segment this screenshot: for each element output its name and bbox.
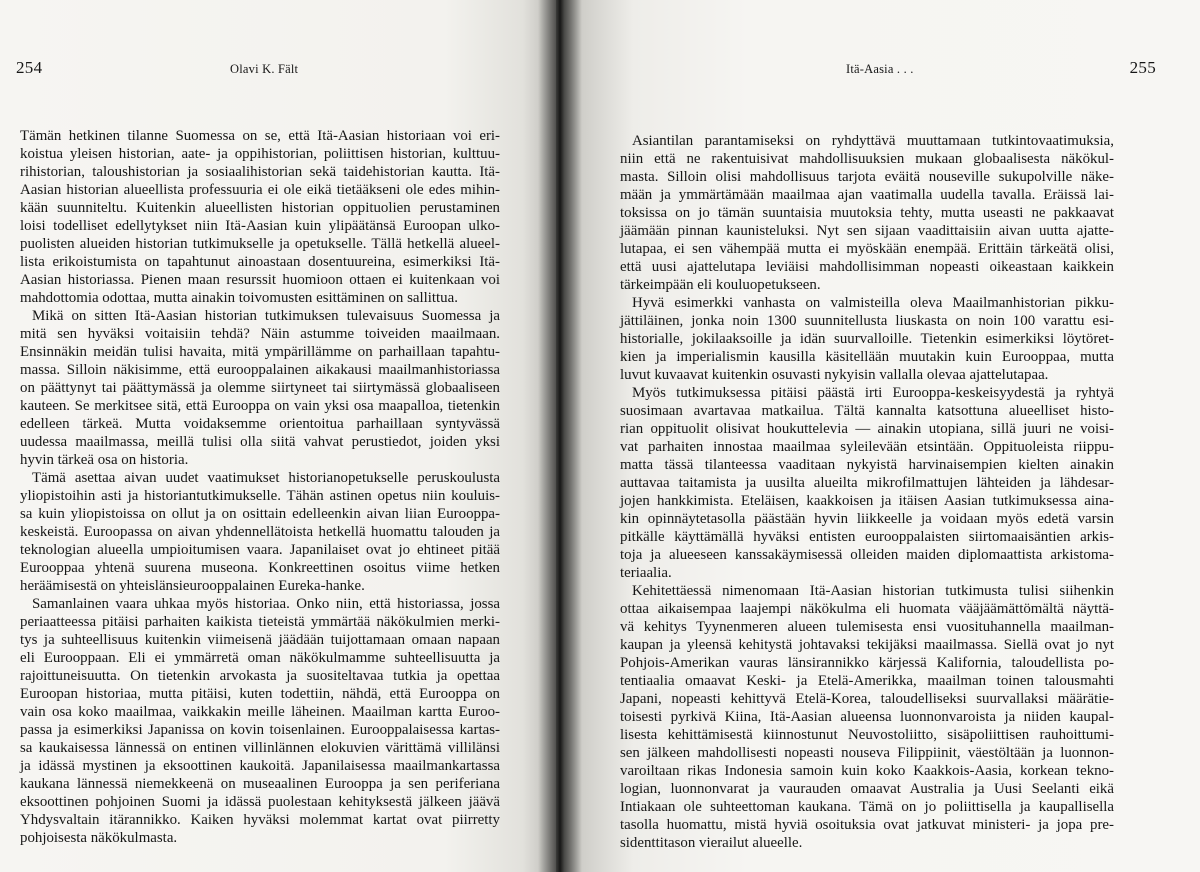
left-page-body-text [20,127,500,847]
text-line: mään ja ymmärtämään maailmaa ajan vaatimalla uudella tavalla. Eräissä lai- [620,187,1114,203]
text-line: Samanlainen vaara uhkaa myös historiaa. Onko niin, että historiassa, jossa [32,596,500,612]
text-line: Eurooppaa yhtenä suurena museona. Konkreettinen osoitus viime hetken [20,560,500,576]
text-line: Kehitettäessä nimenomaan Itä-Aasian historian tutkimusta tulisi siihenkin [632,583,1114,599]
text-line: vä kehitys Tyynenmeren alueen tulemisesta ensi vuosituhannella maailman- [620,619,1114,635]
text-line: sa kaukaisessa lännessä on entinen villinlännen elokuvien värittämä villilänsi [20,740,500,756]
text-line: jättiläinen, jonka noin 1300 suunnitellusta liuskasta on noin 100 varattu esi- [620,313,1114,329]
text-line: luvut kuvaavat kuitenkin osuvasti nykyisin vallalla olevaa ajattelutapaa. [620,367,1049,383]
text-line: Japani, nopeasti kehittyvä Etelä-Korea, taloudelliseksi suurvallaksi määrätie- [620,691,1114,707]
text-line: ja idässä mystinen ja eksoottinen kaukoitä. Japanilaisessa maailmankartassa [20,758,500,774]
text-line: kauteen. Se merkitsee sitä, että Eurooppa on vain yksi osa maapalloa, tietenkin [20,398,500,414]
text-line: vain osa koko maailmaa, vaikkakin meille läheinen. Maailman kartta Euroo- [20,704,500,720]
text-line: että uusi ajattelutapa leviäisi mahdollisimman nopeasti oikeastaan kaikkein [620,259,1114,275]
text-line: Mikä on sitten Itä-Aasian historian tutkimuksen tulevaisuus Suomessa ja [32,308,500,324]
text-line: auttavaa taitamista ja uusilta alueilta mikrofilmattujen lähteiden ja lähdesar- [620,475,1114,491]
left-page-header [16,58,516,82]
text-line: pitkälle käyttämällä hyväksi entisten eurooppalaisten siirtomaaisäntien arkis- [620,529,1114,545]
running-head: Olavi K. Fält [230,62,299,76]
right-page [556,0,1200,872]
text-line: Yhdysvaltain itärannikko. Kaiken hyväksi molemmat kartat ovat piirretty [20,812,500,828]
text-line: tys ja suhteellisuus kuitenkin viimeisenä jäädään tuijottamaan omaan napaan [20,632,500,648]
text-line: kaupan ja yleensä kehitystä johtavaksi tekijäksi maailmassa. Siellä ovat jo nyt [620,637,1114,653]
text-line: Euroopan historiaa, mutta pitäisi, kuten todettiin, nähdä, että Eurooppa on [20,686,500,702]
text-line: kien ja imperialismin kausilla käsitellään muutakin kuin Eurooppaa, mutta [620,349,1114,365]
right-page-header [626,58,1156,82]
text-line: toisesti pyrkivä Kiina, Itä-Aasian alueensa luonnonvaroista ja niiden kaupal- [620,709,1114,725]
text-line: teknologian alueella umpioitumisen vaara. Japanilaiset ovat jo ehtineet pitää [20,542,500,558]
right-page-body-text [620,132,1114,852]
text-line: lista erikoistumista on tapahtunut ainoastaan dosentuureina, esimerkiksi Itä- [20,254,500,270]
running-head: Itä-Aasia . . . [846,62,914,76]
text-line: Tämä asettaa aivan uudet vaatimukset historianopetukselle peruskoulusta [32,470,500,486]
text-line: historialle, jokilaaksoille ja idän suurvalloille. Tietenkin esimerkiksi löytöret- [620,331,1114,347]
text-line: toksissa on jo tämän suuntaisia muutoksia tehty, mutta useasti ne pakkaavat [620,205,1114,221]
text-line: rajoittuneisuutta. On tietenkin arvokasta ja suositeltavaa tutkia ja opettaa [20,668,500,684]
text-line: uudessa maailmassa, meillä tulisi olla siitä vahvat perustiedot, joiden yksi [20,434,500,450]
text-line: lisesta kehittämisestä kiinnostunut Neuvostoliitto, sisäpoliittisen rauhoittumi- [620,727,1114,743]
text-line: sen jälkeen mahdollisesti nopeasti nouseva Filippiinit, väestöltään ja luonnon- [620,745,1114,761]
text-line: kään suunniteltu. Kuitenkin alueellisten historian oppituolien perustaminen [20,200,500,216]
text-line: sa kuin yliopistoissa on ollut ja on osittain edelleenkin aivan liian Eurooppa- [20,506,500,522]
text-line: Hyvä esimerkki vanhasta on valmisteilla oleva Maailmanhistorian pikku- [632,295,1114,311]
page-number: 255 [1129,58,1156,77]
text-line: sidenttitason vierailut alueelle. [620,835,803,851]
text-line: mahdottomia odottaa, mutta ainakin toivomusten esittäminen on sallittua. [20,290,458,306]
text-line: Tämän hetkinen tilanne Suomessa on se, että Itä-Aasian historiaan voi eri- [20,128,500,144]
text-line: hyvin tärkeä osa on historia. [20,452,189,468]
text-line: passa ja esimerkiksi Japanissa on kovin toisenlainen. Eurooppalaisessa kartas- [20,722,500,738]
text-line: keskeistä. Euroopassa on aivan yhdennellätoista hetkellä huomattu talouden ja [20,524,500,540]
text-line: tärkeimpään eli kouluopetukseen. [620,277,821,293]
text-line: Ensinnäkin meidän tulisi havaita, mitä ympärillämme on parhaillaan tapahtu- [20,344,500,360]
text-line: rian oppituolit olisivat houkuttelevia — ainakin utopiana, sillä juuri ne voisi- [620,421,1114,437]
text-line: Myös tutkimuksessa pitäisi päästä irti Eurooppa-keskeisyydestä ja ryhtyä [632,385,1114,401]
book-gutter-shadow [538,0,582,872]
text-line: eksoottinen pohjoinen Suomi ja idässä puolestaan kehityksestä jälkeen jäävä [20,794,500,810]
text-line: edelleen tärkeä. Mutta voidaksemme orientoitua parhaillaan syntyvässä [20,416,500,432]
text-line: logian, luonnonvarat ja vaurauden omaavat Australia ja Uusi Seelanti eikä [620,781,1114,797]
text-line: pohjoisesta näkökulmasta. [20,830,178,846]
text-line: heräämisestä on yhteislänsieurooppalainen Eureka-hanke. [20,578,365,594]
text-line: varoiltaan rikas Indonesia samoin kuin koko Kaakkois-Aasia, korkean tekno- [620,763,1114,779]
left-page [0,0,556,872]
text-line: yliopistoihin asti ja historiantutkimukselle. Tähän astinen opetus niin kouluis- [20,488,500,504]
text-line: mitä sen hyväksi voitaisiin tehdä? Näin astumme toiveiden maailmaan. [20,326,500,342]
text-line: Asiantilan parantamiseksi on ryhdyttävä muuttamaan tutkintovaatimuksia, [632,133,1114,149]
text-line: eli Eurooppaan. Eli ei ymmärretä oman näkökulmamme suhteellisuutta ja [20,650,500,666]
text-line: periaatteessa pitäisi parhaiten kaikista tieteistä ymmärtää näkökulmien merki- [20,614,500,630]
text-line: Aasian historian alueellista professuuria ei ole eikä tietääkseni ole edes mihin- [20,182,500,198]
text-line: teriaalia. [620,565,672,581]
text-line: kaukana lännessä niemekkeenä on museaalinen Eurooppa ja sen periferiana [20,776,500,792]
text-line: jojen hankkimista. Eteläisen, kaakkoisen ja itäisen Aasian tutkimuksessa aina- [620,493,1114,509]
text-line: niin että ne rakentuisivat mahdollisuuksien mukaan globaalisesta näkökul- [620,151,1114,167]
text-line: on päättynyt tai päättymässä ja olemme siirtyneet tai siirtymässä globaaliseen [20,380,500,396]
text-line: Aasian historiassa. Pienen maan resurssit huomioon ottaen ei kuitenkaan voi [20,272,500,288]
text-line: vat parhaiten innostaa maailmaa syleilevään etsintään. Oppituoleista riippu- [620,439,1114,455]
text-line: koistua yleisen historian, aate- ja oppihistorian, poliittisen historian, kulttuu- [20,146,500,162]
text-line: loisi todelliset edellytykset niin Itä-Aasian kuin ylipäätänsä Euroopan ulko- [20,218,500,234]
text-line: Pohjois-Amerikan vauras länsirannikko kärjessä Kalifornia, taloudellista po- [620,655,1114,671]
text-line: suosimaan avartavaa matkailua. Tältä kannalta katsottuna alueelliset histo- [620,403,1114,419]
text-line: Intiakaan ole suhteettoman kaukana. Tämä on jo poliittisella ja kaupallisella [620,799,1114,815]
page-number: 254 [16,58,43,77]
text-line: masta. Silloin olisi mahdollisuus tarjota eväitä nouseville sukupolville näke- [620,169,1114,185]
text-line: ottaa aikaisempaa laajempi näkökulma eli huomata vääjäämättömältä näyttä- [620,601,1114,617]
text-line: tasolla huomattu, mistä hyviä osoituksia ovat jatkuvat ministeri- ja jopa pre- [620,817,1114,833]
text-line: kin opinnäytetasolla päästään hyvin liikkeelle ja voidaan myös edetä varsin [620,511,1114,527]
text-line: matta tässä tilanteessa vaaditaan nykyistä harvinaisempien kielten ainakin [620,457,1114,473]
text-line: toja ja alueeseen kanssakäymisessä olleiden maiden diplomaattista arkistoma- [620,547,1114,563]
text-line: rihistorian, taloushistorian ja sosiaalihistorian sekä taidehistorian kautta. Itä- [20,164,500,180]
text-line: massa. Silloin näkisimme, että eurooppalainen aikakausi maailmanhistoriassa [20,362,500,378]
text-line: tentiaalia omaavat Keski- ja Etelä-Amerikka, maailman toinen talousmahti [620,673,1114,689]
text-line: puolisten alueiden historian tutkimukselle ja opetukselle. Tällä hetkellä alueel- [20,236,500,252]
text-line: lutapaa, ei sen vähempää mutta ei myöskään enempää. Erittäin tärkeätä olisi, [620,241,1114,257]
text-line: jäämään pinnan kaunisteluksi. Nyt sen sijaan vaadittaisiin aivan uutta ajatte- [620,223,1114,239]
